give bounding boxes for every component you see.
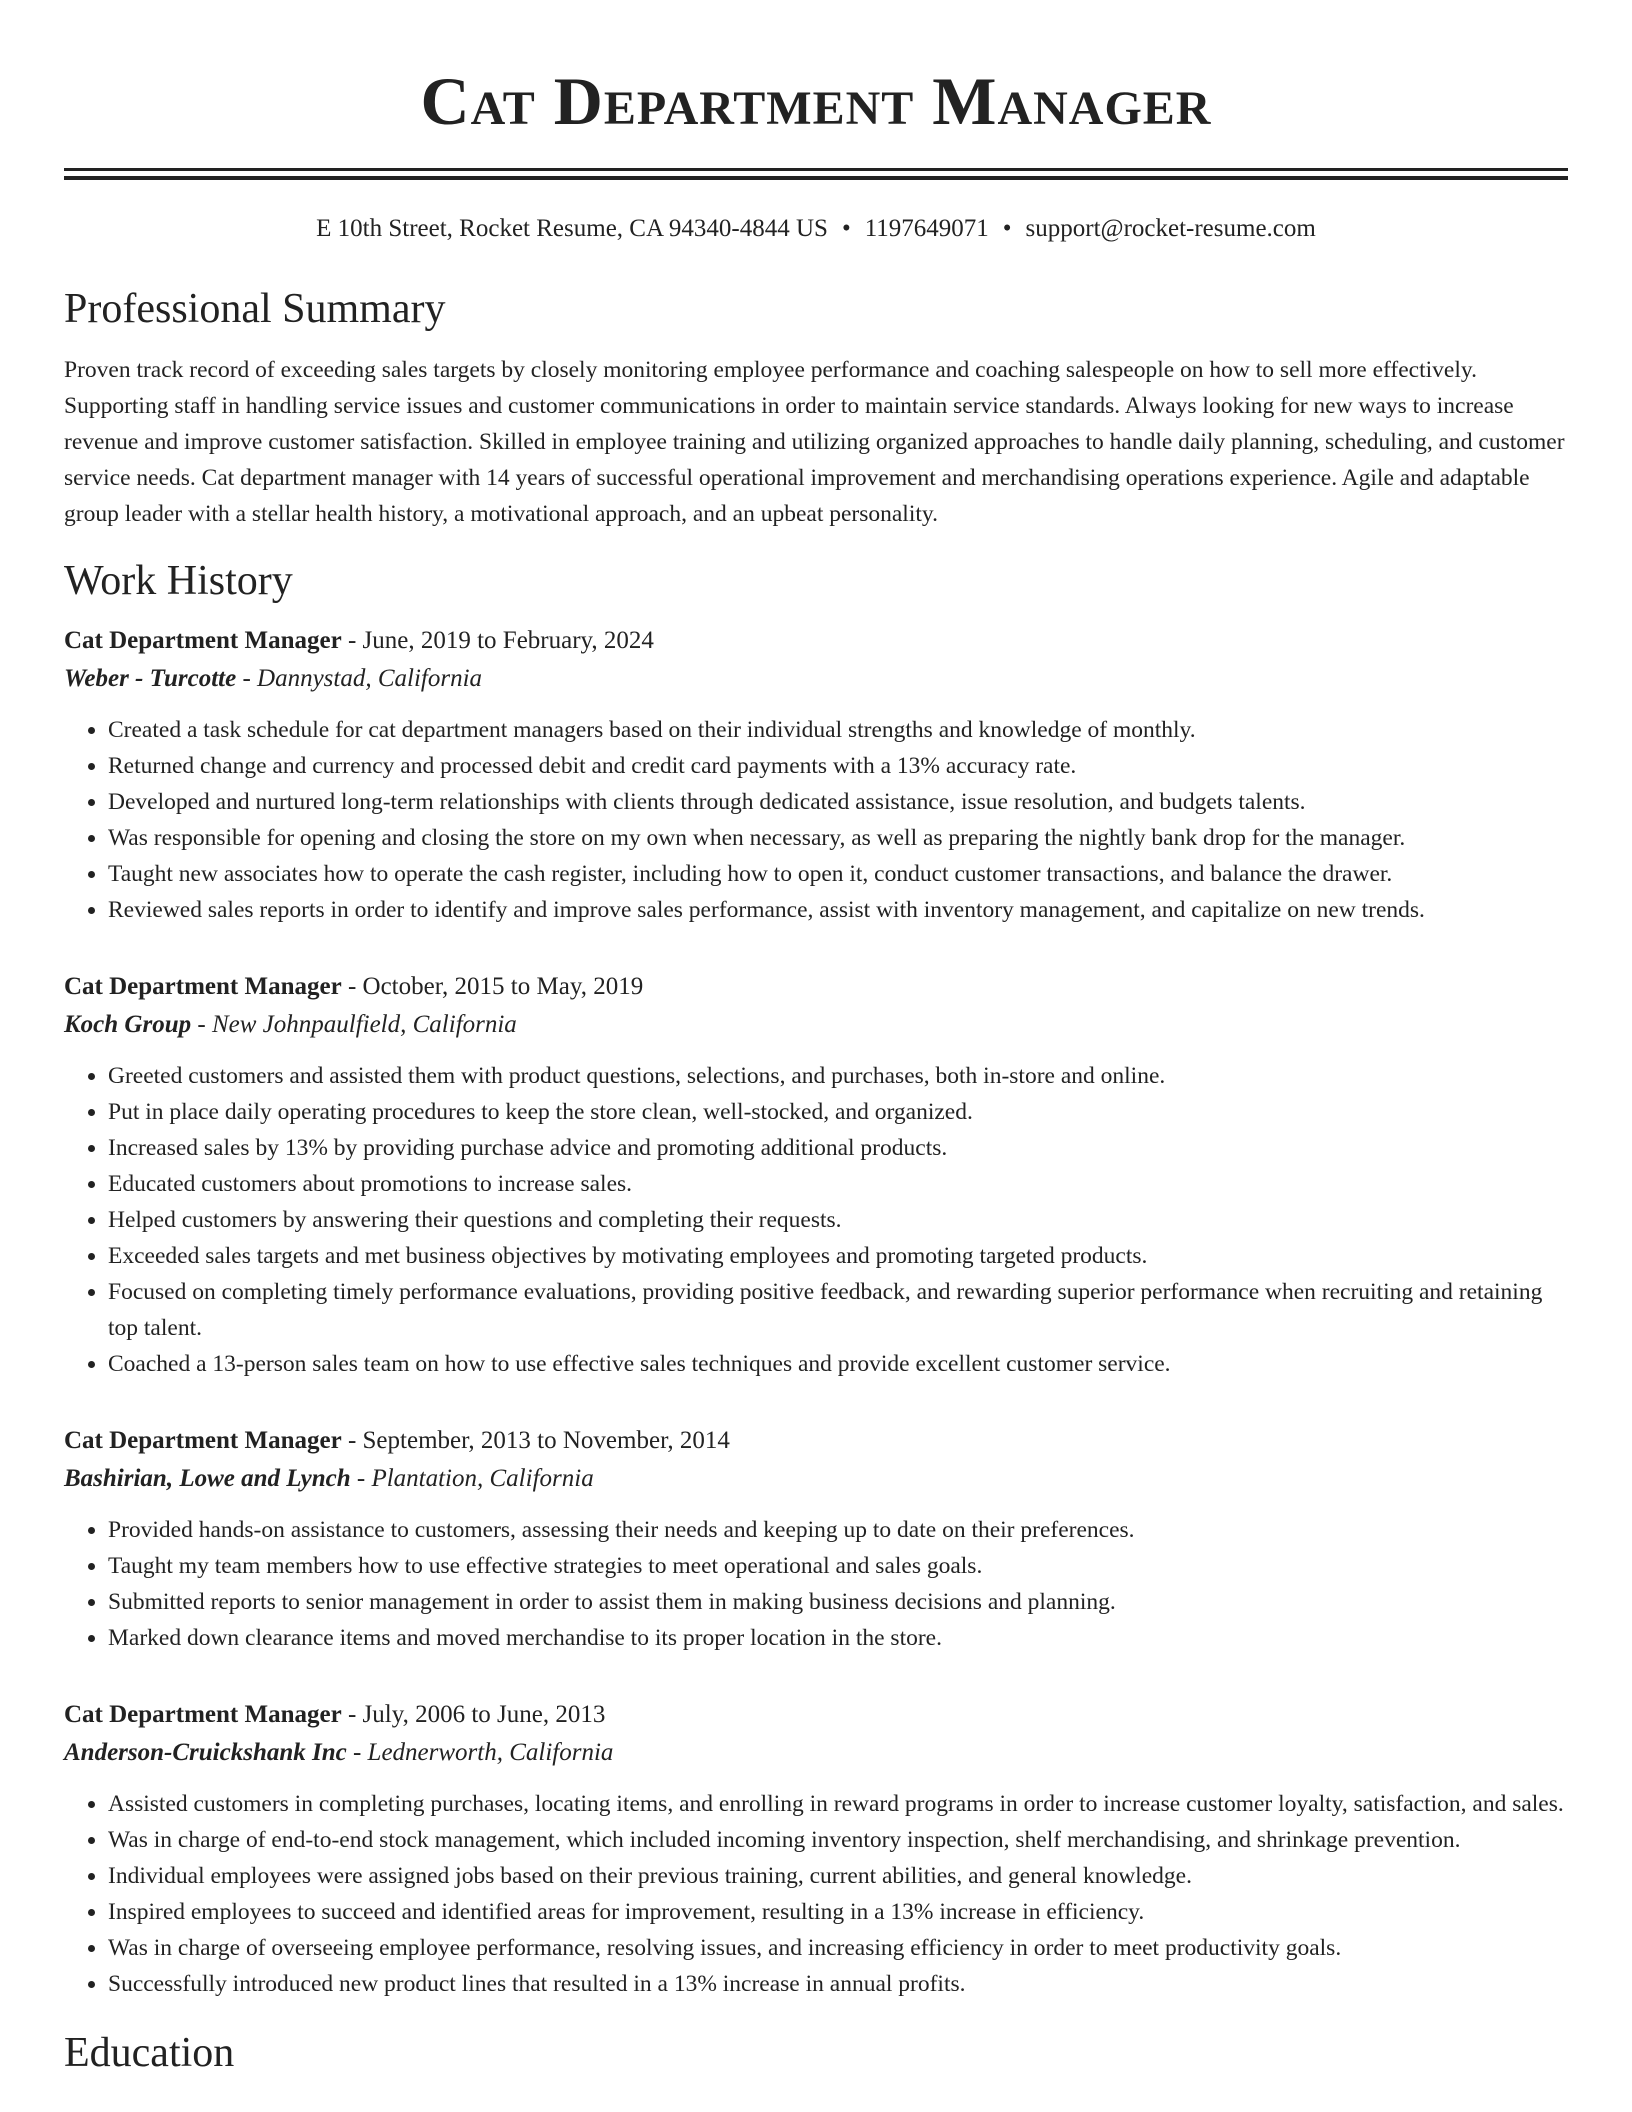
job-company: Koch Group bbox=[64, 1011, 192, 1038]
job-company: Weber - Turcotte bbox=[64, 665, 237, 692]
job-header bbox=[64, 1422, 1568, 1460]
job-bullet: • Taught my team members how to use effective strategies to meet operational and sales goals. bbox=[108, 1548, 1568, 1584]
contact-separator: • bbox=[841, 215, 851, 242]
job-bullet: • Was responsible for opening and closing the store on my own when necessary, as well as preparing the nightly bank drop for the manager. bbox=[108, 820, 1568, 856]
job-header bbox=[64, 622, 1568, 660]
job-bullet: • Helped customers by answering their questions and completing their requests. bbox=[108, 1202, 1568, 1238]
job-company-line bbox=[64, 1006, 1568, 1044]
job-company-line bbox=[64, 1734, 1568, 1772]
job-location: - Plantation, California bbox=[350, 1465, 594, 1492]
job-role: Cat Department Manager bbox=[64, 1701, 342, 1728]
job-bullet: • Assisted customers in completing purchases, locating items, and enrolling in reward programs in order to increase customer loyalty, satisfaction, and sales. bbox=[108, 1786, 1568, 1822]
contact-phone: 1197649071 bbox=[864, 215, 989, 242]
job-dates: - October, 2015 to May, 2019 bbox=[341, 973, 644, 1000]
job-bullets bbox=[64, 712, 1568, 928]
job-dates: - September, 2013 to November, 2014 bbox=[341, 1427, 730, 1454]
job-bullet: • Provided hands-on assistance to customers, assessing their needs and keeping up to date on their preferences. bbox=[108, 1512, 1568, 1548]
job-company: Bashirian, Lowe and Lynch bbox=[64, 1465, 351, 1492]
summary-text: Proven track record of exceeding sales targets by closely monitoring employee performance and coaching salespeople on how to sell more effectively. Supporting staff in handling service issues and customer communications in order to maintain service standards. Always looking for new ways to increase revenue and improve customer satisfaction. Skilled in employee training and utilizing organized approaches to handle daily planning, scheduling, and customer service needs. Cat department manager with 14 years of successful operational improvement and merchandising operations experience. Agile and adaptable group leader with a stellar health history, a motivational approach, and an upbeat personality. bbox=[64, 357, 1565, 527]
job-bullet: • Coached a 13-person sales team on how to use effective sales techniques and provide excellent customer service. bbox=[108, 1346, 1568, 1382]
job-bullet: • Submitted reports to senior management in order to assist them in making business decisions and planning. bbox=[108, 1584, 1568, 1620]
job-entry bbox=[64, 1696, 1568, 2002]
job-bullets bbox=[64, 1512, 1568, 1656]
job-bullet: • Educated customers about promotions to increase sales. bbox=[108, 1166, 1568, 1202]
job-header bbox=[64, 1696, 1568, 1734]
contact-address: E 10th Street, Rocket Resume, CA 94340-4844 US bbox=[316, 215, 828, 242]
job-location: - New Johnpaulfield, California bbox=[191, 1011, 517, 1038]
contact-separator: • bbox=[1002, 215, 1012, 242]
contact-line bbox=[64, 214, 1568, 244]
job-entry bbox=[64, 968, 1568, 1382]
job-role: Cat Department Manager bbox=[64, 1427, 342, 1454]
job-bullet: • Returned change and currency and processed debit and credit card payments with a 13% accuracy rate. bbox=[108, 748, 1568, 784]
job-bullet: • Created a task schedule for cat department managers based on their individual strengths and knowledge of monthly. bbox=[108, 712, 1568, 748]
job-bullet: • Reviewed sales reports in order to identify and improve sales performance, assist with inventory management, and capitalize on new trends. bbox=[108, 892, 1568, 928]
job-bullet: • Developed and nurtured long-term relationships with clients through dedicated assistance, issue resolution, and budgets talents. bbox=[108, 784, 1568, 820]
job-header bbox=[64, 968, 1568, 1006]
job-bullet: • Marked down clearance items and moved merchandise to its proper location in the store. bbox=[108, 1620, 1568, 1656]
job-dates: - June, 2019 to February, 2024 bbox=[341, 627, 654, 654]
summary-heading: Professional Summary bbox=[64, 286, 446, 332]
education-heading: Education bbox=[64, 2030, 235, 2076]
job-bullet: • Focused on completing timely performance evaluations, providing positive feedback, and rewarding superior performance when recruiting and retaining top talent. bbox=[108, 1274, 1568, 1346]
job-dates: - July, 2006 to June, 2013 bbox=[341, 1701, 606, 1728]
job-bullet: • Exceeded sales targets and met business objectives by motivating employees and promoting targeted products. bbox=[108, 1238, 1568, 1274]
candidate-name: Cat Department Manager bbox=[420, 63, 1212, 139]
job-location: - Lednerworth, California bbox=[346, 1739, 614, 1766]
job-bullets bbox=[64, 1786, 1568, 2002]
job-entry bbox=[64, 1422, 1568, 1656]
job-bullet: • Greeted customers and assisted them with product questions, selections, and purchases, both in-store and online. bbox=[108, 1058, 1568, 1094]
work-history-list bbox=[64, 622, 1568, 2002]
job-bullet: • Successfully introduced new product lines that resulted in a 13% increase in annual profits. bbox=[108, 1966, 1568, 2002]
job-bullet: • Put in place daily operating procedures to keep the store clean, well-stocked, and organized. bbox=[108, 1094, 1568, 1130]
job-bullet: • Inspired employees to succeed and identified areas for improvement, resulting in a 13% increase in efficiency. bbox=[108, 1894, 1568, 1930]
job-entry bbox=[64, 622, 1568, 928]
resume-page bbox=[64, 0, 1568, 2078]
contact-email: support@rocket-resume.com bbox=[1025, 215, 1316, 242]
job-bullet: • Individual employees were assigned jobs based on their previous training, current abilities, and general knowledge. bbox=[108, 1858, 1568, 1894]
job-company-line bbox=[64, 660, 1568, 698]
job-role: Cat Department Manager bbox=[64, 627, 342, 654]
header-divider bbox=[64, 168, 1568, 180]
job-company: Anderson-Cruickshank Inc bbox=[64, 1739, 347, 1766]
job-bullet: • Was in charge of end-to-end stock management, which included incoming inventory inspection, shelf merchandising, and shrinkage prevention. bbox=[108, 1822, 1568, 1858]
job-location: - Dannystad, California bbox=[236, 665, 483, 692]
job-bullets bbox=[64, 1058, 1568, 1382]
job-bullet: • Taught new associates how to operate the cash register, including how to open it, conduct customer transactions, and balance the drawer. bbox=[108, 856, 1568, 892]
job-company-line bbox=[64, 1460, 1568, 1498]
job-bullet: • Increased sales by 13% by providing purchase advice and promoting additional products. bbox=[108, 1130, 1568, 1166]
work-history-heading: Work History bbox=[64, 558, 293, 604]
job-bullet: • Was in charge of overseeing employee performance, resolving issues, and increasing efficiency in order to meet productivity goals. bbox=[108, 1930, 1568, 1966]
job-role: Cat Department Manager bbox=[64, 973, 342, 1000]
